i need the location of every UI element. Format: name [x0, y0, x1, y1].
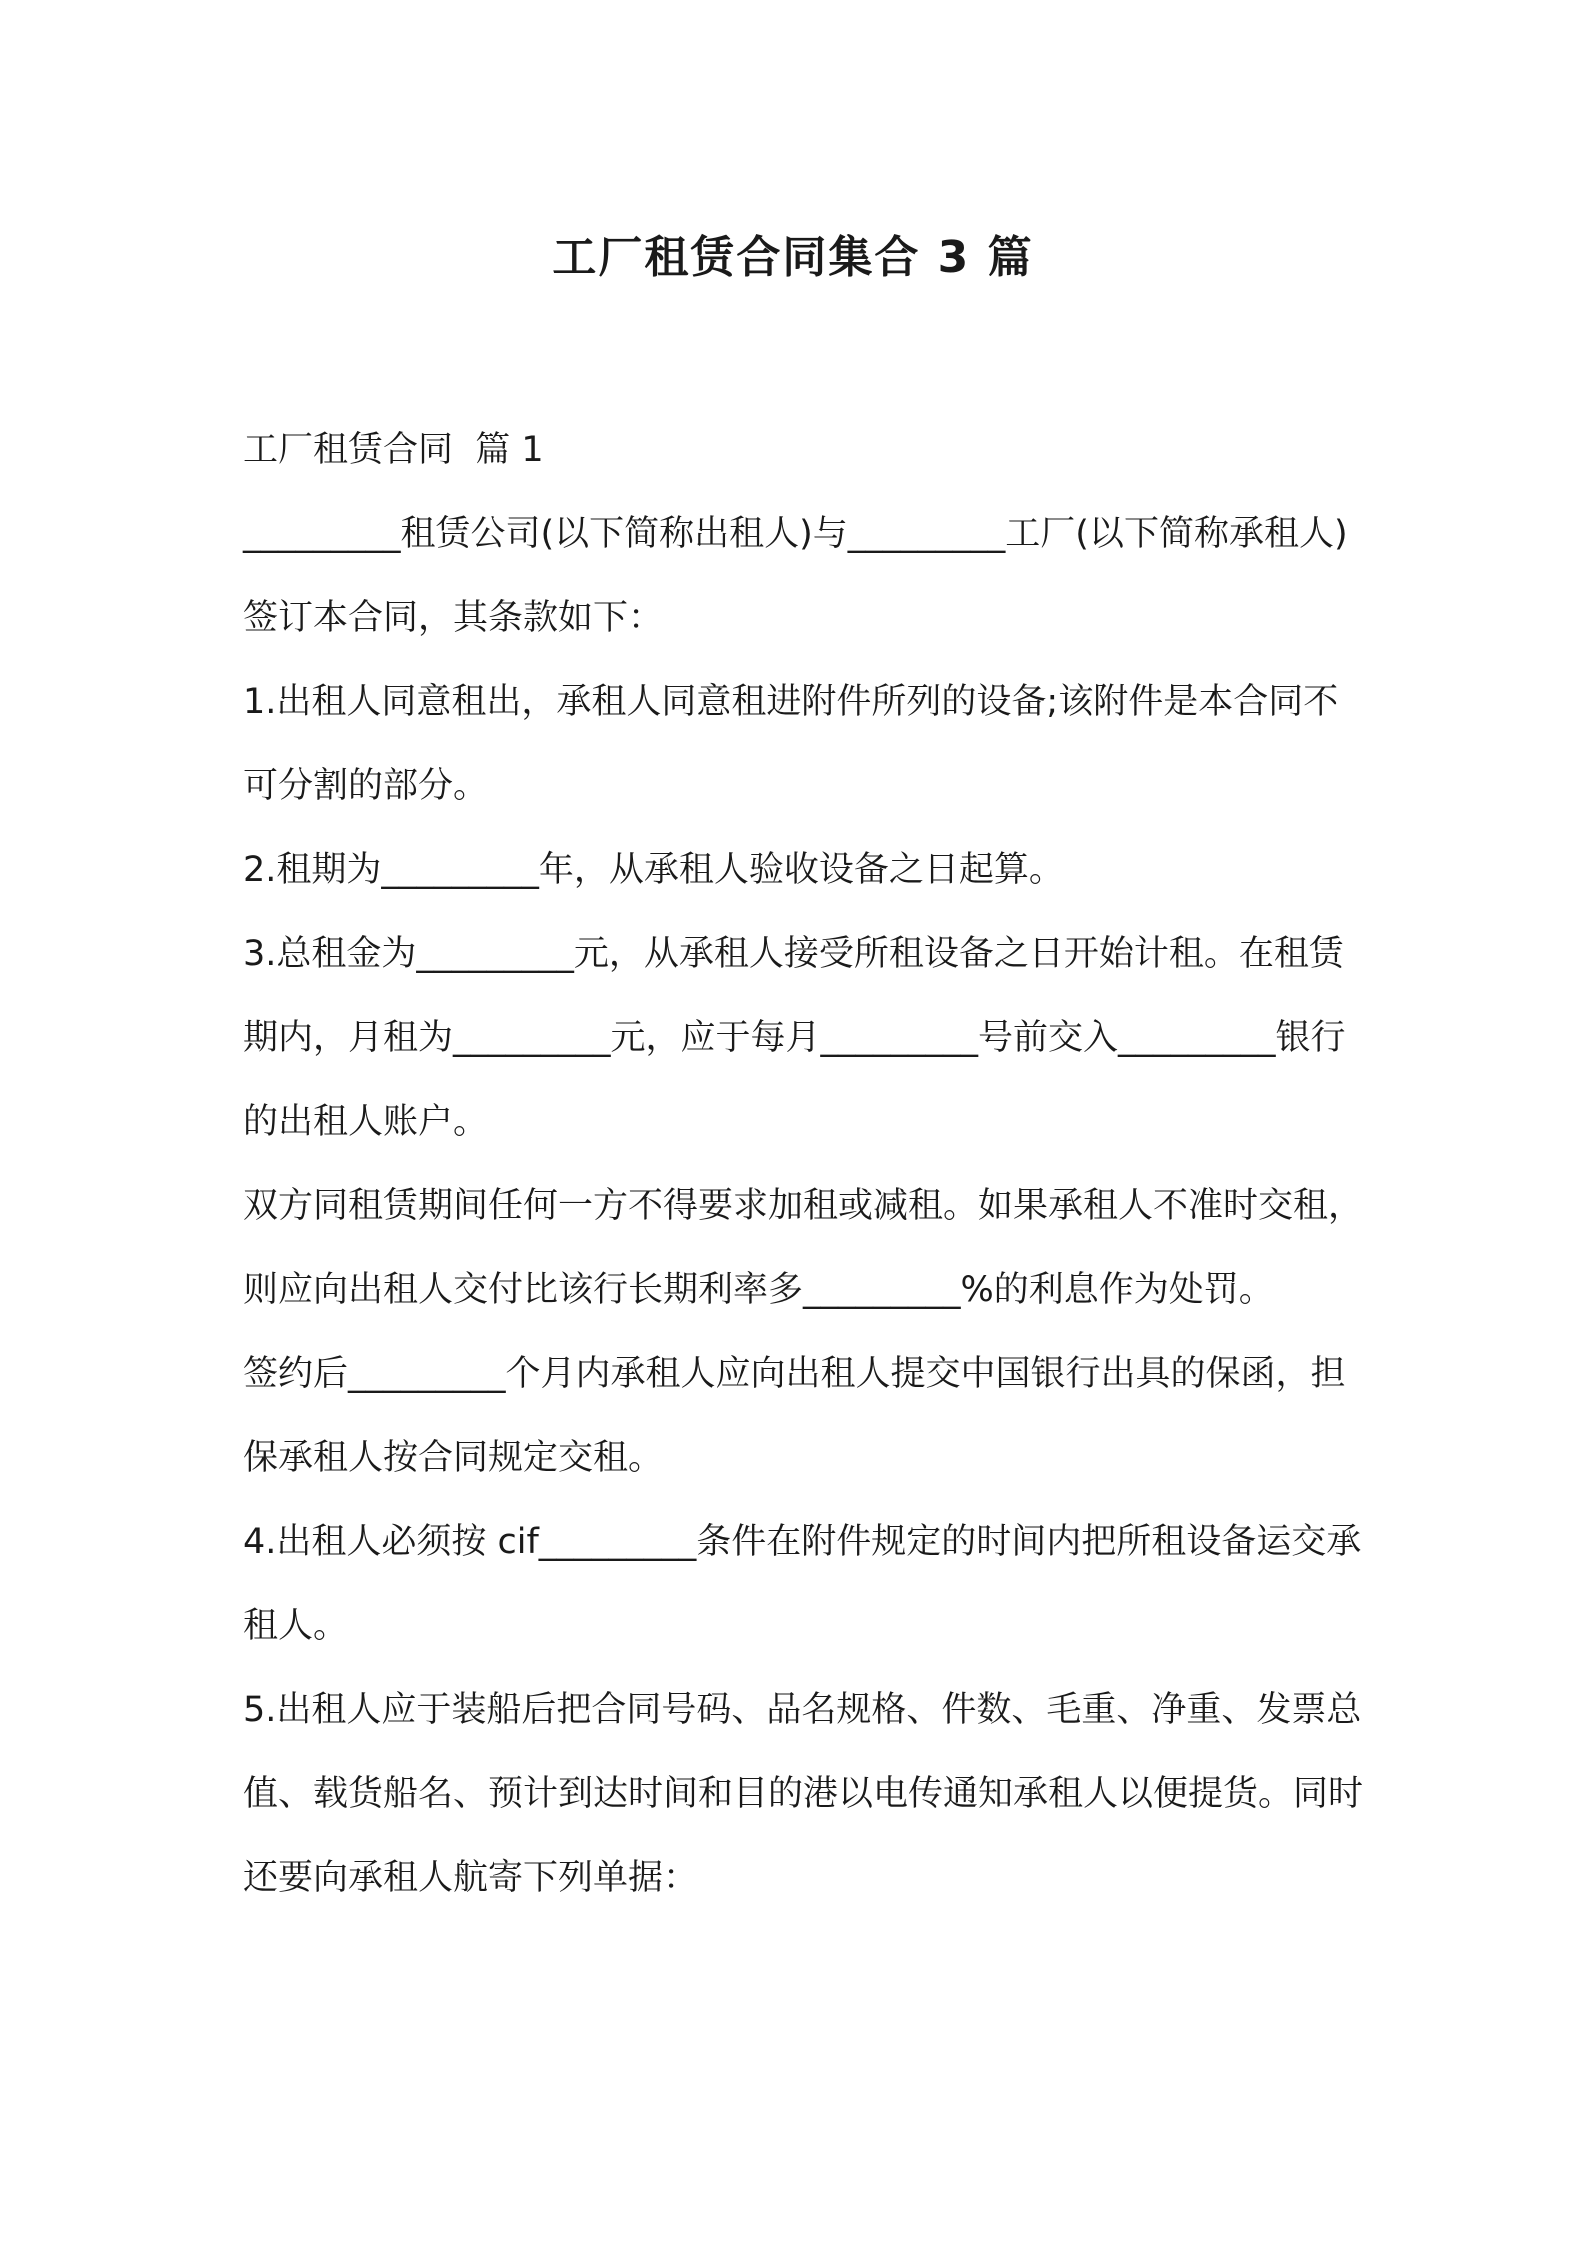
section-heading: 工厂租赁合同 篇 1 [243, 430, 544, 470]
document-title: 工厂租赁合同集合 3 篇 [552, 232, 1034, 283]
paragraph-parties: _________租赁公司(以下简称出租人)与_________工厂(以下简称承租人)签订本合同，其条款如下： [243, 514, 1348, 638]
paragraph-guarantee: 签约后_________个月内承租人应向出租人提交中国银行出具的保函，担保承租人按合同规定交租。 [243, 1354, 1346, 1478]
paragraph-rent-adjustment: 双方同租赁期间任何一方不得要求加租或减租。如果承租人不准时交租，则应向出租人交付比该行长期利率多_________%的利息作为处罚。 [243, 1186, 1364, 1310]
document-body [243, 408, 1363, 1920]
paragraph-clause-1: 1.出租人同意租出，承租人同意租进附件所列的设备;该附件是本合同不可分割的部分。 [243, 682, 1339, 806]
paragraph-clause-5: 5.出租人应于装船后把合同号码、品名规格、件数、毛重、净重、发票总值、载货船名、预计到达时间和目的港以电传通知承租人以便提货。同时还要向承租人航寄下列单据： [243, 1690, 1364, 1898]
paragraph-clause-3: 3.总租金为_________元，从承租人接受所租设备之日开始计租。在租赁期内，月租为_________元，应于每月_________号前交入_________银行的出租人账户。 [243, 934, 1346, 1142]
paragraph-clause-4: 4.出租人必须按 cif_________条件在附件规定的时间内把所租设备运交承租人。 [243, 1522, 1362, 1646]
paragraph-clause-2: 2.租期为_________年，从承租人验收设备之日起算。 [243, 850, 1064, 890]
